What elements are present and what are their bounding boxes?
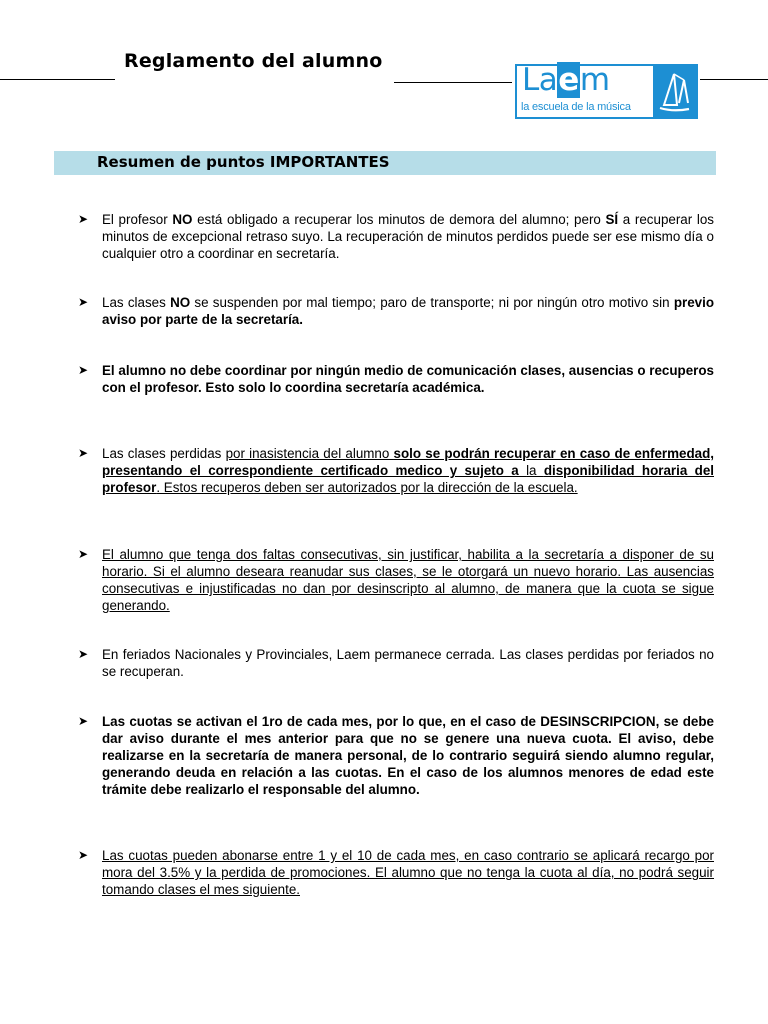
rule-item (78, 713, 714, 798)
rule-text-segment: se suspenden por mal tiempo; paro de transporte; ni por ningún otro motivo sin (190, 295, 674, 310)
rule-text-segment: NO (172, 212, 193, 227)
rule-text-segment: disponibilidad horaria del profesor (102, 463, 714, 495)
header-rule-middle (394, 82, 512, 83)
rule-text-segment: NO (170, 295, 191, 310)
header-rule-right (700, 79, 768, 80)
rule-item-text (102, 713, 714, 798)
rule-text-segment: SÍ (605, 212, 619, 227)
summary-heading: Resumen de puntos IMPORTANTES (97, 153, 390, 171)
rule-item-text (102, 546, 714, 614)
rule-item (78, 362, 714, 396)
logo-word-e: e (558, 62, 579, 98)
rule-text-segment: la (526, 463, 544, 478)
rule-item-text (102, 294, 714, 328)
rule-item (78, 211, 714, 262)
arrow-bullet-icon: ➤ (78, 848, 89, 862)
rule-item (78, 546, 714, 614)
arrow-bullet-icon: ➤ (78, 647, 89, 661)
rule-item-text (102, 646, 714, 680)
arrow-bullet-icon: ➤ (78, 295, 89, 309)
laem-logo (515, 64, 698, 119)
arrow-bullet-icon: ➤ (78, 363, 89, 377)
arrow-bullet-icon: ➤ (78, 547, 89, 561)
rule-text-segment: El profesor (102, 212, 173, 227)
rule-text-segment: Las clases (102, 295, 171, 310)
rule-text-segment: por inasistencia del alumno (225, 446, 394, 461)
rule-text-segment: Las cuotas pueden abonarse entre 1 y el 10 de cada mes, en caso contrario se aplicará recargo por mora del 3.5% y la perdida de promociones. El alumno que no tenga la cuota al día, no podrá seguir tomando clases el mes siguiente. (102, 848, 714, 897)
rule-text-segment: El alumno no debe coordinar por ningún medio de comunicación clases, ausencias o recuperos con el profesor. Esto solo lo coordina secretaría académica. (102, 363, 714, 395)
rule-item (78, 646, 714, 680)
rule-text-segment: El alumno que tenga dos faltas consecutivas, sin justificar, habilita a la secretaría a disponer de su horario. Si el alumno deseara reanudar sus clases, se le otorgará un nuevo horario. Las ausencias consecutivas e injustificadas no dan por desinscripto al alumno, de manera que la cuota se sigue generando. (102, 547, 714, 613)
rule-text-segment: Las clases perdidas (102, 446, 226, 461)
logo-wordmark (522, 62, 610, 98)
rule-item (78, 445, 714, 496)
page-title: Reglamento del alumno (124, 50, 383, 72)
rule-text-segment: Las cuotas se activan el 1ro de cada mes, por lo que, en el caso de DESINSCRIPCION, se debe dar aviso durante el mes anterior para que no se genere una nueva cuota. El aviso, debe realizarse en la secretaría de manera personal, de lo contrario seguirá siendo alumno regular, generando deuda en relación a las cuotas. En el caso de los alumnos menores de edad este trámite debe realizarlo el responsable del alumno. (102, 714, 714, 797)
arrow-bullet-icon: ➤ (78, 212, 89, 226)
rule-item-text (102, 211, 714, 262)
logo-word-post: m (579, 62, 610, 98)
arrow-bullet-icon: ➤ (78, 446, 89, 460)
logo-tagline: la escuela de la música (521, 101, 631, 113)
rule-text-segment: solo se podrán recuperar en caso de enfermedad, presentando el correspondiente certificado medico y sujeto a (102, 446, 714, 478)
rule-text-segment: . Estos recuperos deben ser autorizados por la dirección de la escuela. (156, 480, 578, 495)
rule-item-text (102, 847, 714, 898)
rule-item (78, 847, 714, 898)
rule-item-text (102, 445, 714, 496)
rule-text-segment: a recuperar los minutos de excepcional retraso suyo. La recuperación de minutos perdidos puede ser ese mismo día o cualquier otro a coordinar en secretaría. (102, 212, 714, 261)
rule-text-segment: previo aviso por parte de la secretaría. (102, 295, 714, 327)
rule-text-segment: está obligado a recuperar los minutos de demora del alumno; pero (192, 212, 606, 227)
rule-item-text (102, 362, 714, 396)
rule-item (78, 294, 714, 328)
arrow-bullet-icon: ➤ (78, 714, 89, 728)
logo-word-pre: La (522, 62, 558, 98)
rule-text-segment: En feriados Nacionales y Provinciales, Laem permanece cerrada. Las clases perdidas por feriados no se recuperan. (102, 647, 714, 679)
sailboat-icon (653, 66, 696, 117)
header-rule-left (0, 79, 115, 80)
